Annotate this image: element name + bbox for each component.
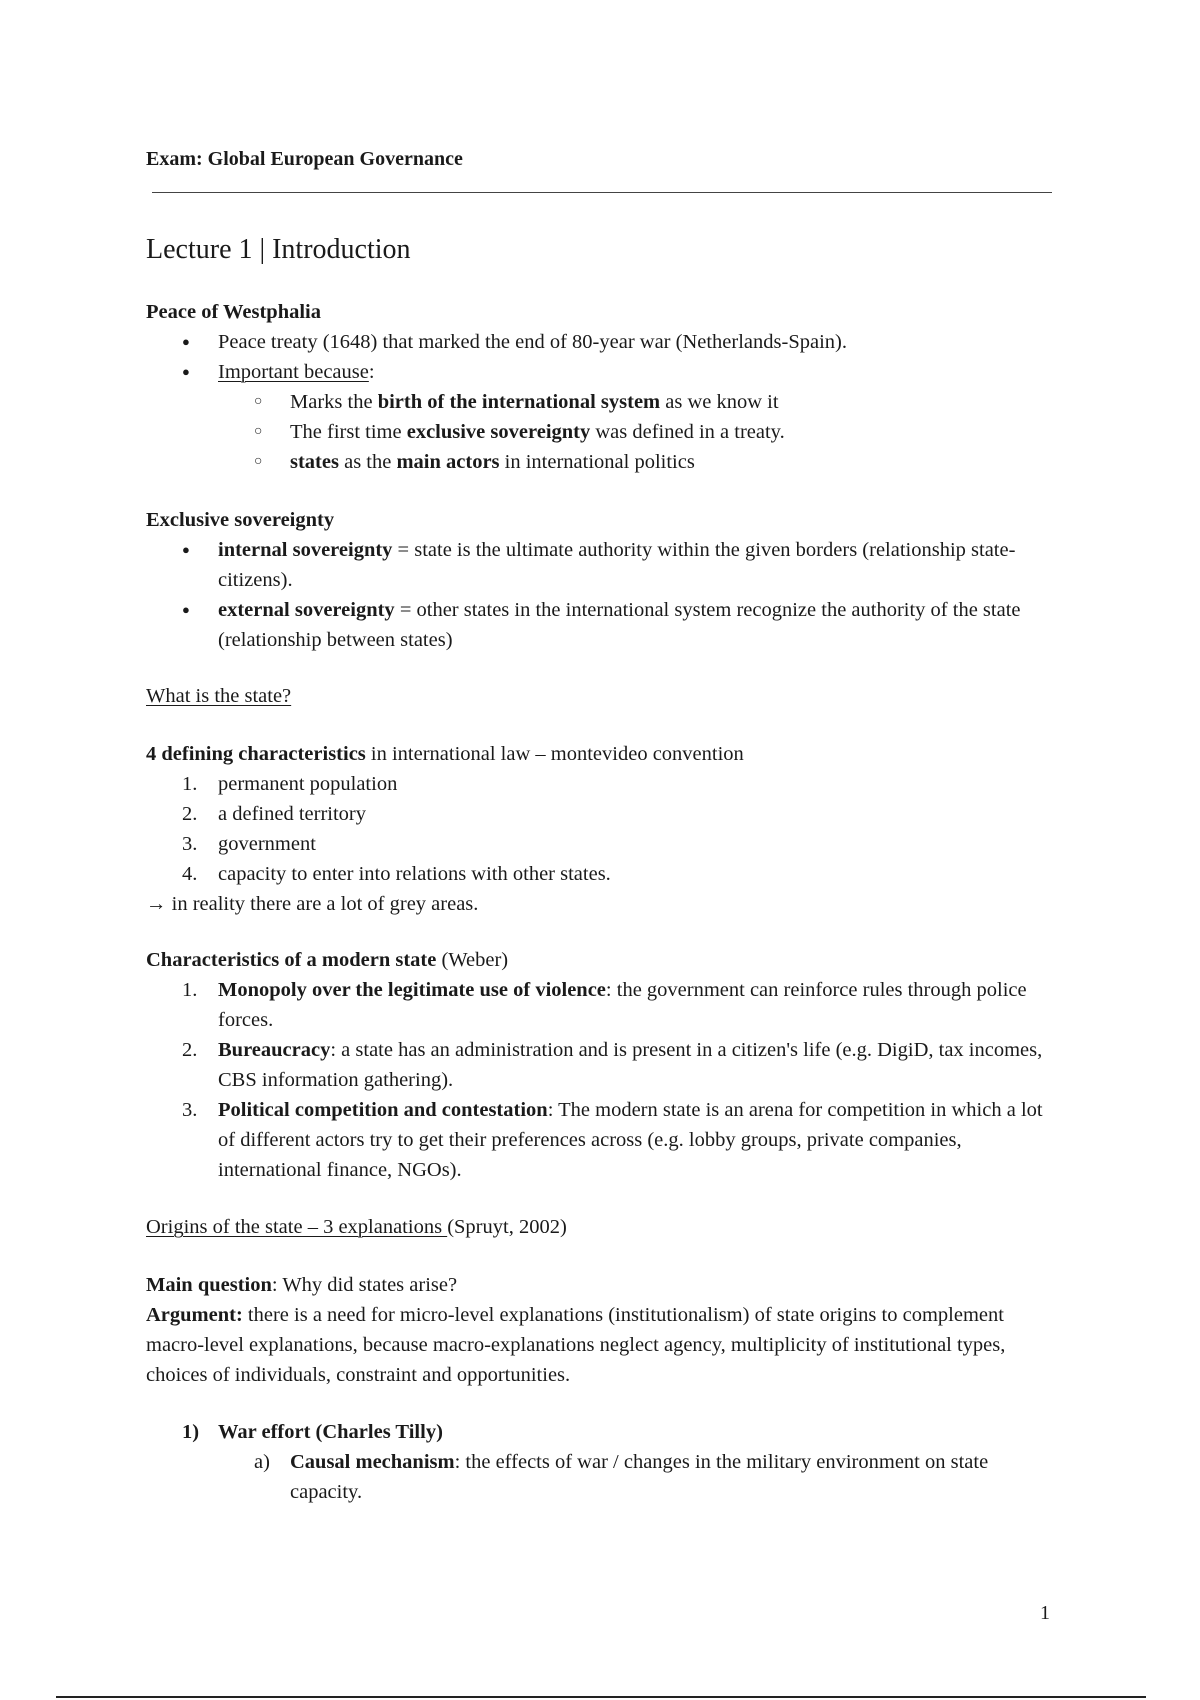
list-item: 2. a defined territory: [182, 803, 366, 825]
war-effort-section: [146, 1417, 1046, 1507]
list-item: ● external sovereignty = other states in the international system recognize the authority of the state (relationship between states): [146, 595, 1046, 655]
defining-section: [146, 739, 1046, 919]
sovereignty-heading: Exclusive sovereignty: [146, 509, 335, 531]
sovereignty-section: [146, 505, 1046, 655]
page-number: 1: [1040, 1602, 1050, 1624]
list-item: 1. permanent population: [182, 773, 398, 795]
main-question: Main question: Why did states arise?: [146, 1274, 458, 1296]
modern-state-section: [146, 945, 1046, 1185]
header-divider: [152, 192, 1052, 193]
modern-state-heading: Characteristics of a modern state (Weber): [146, 949, 509, 971]
bullet-text: Peace treaty (1648) that marked the end of 80-year war (Netherlands-Spain).: [218, 331, 847, 353]
important-because-label: Important because: [218, 361, 369, 383]
footer-divider: [56, 1696, 1146, 1698]
list-item: 3. government: [182, 833, 316, 855]
sub-list-item: ○ states as the main actors in international politics: [146, 447, 1046, 477]
sub-list-item: a) Causal mechanism: the effects of war / changes in the military environment on state capacity.: [254, 1451, 989, 1503]
westphalia-section: [146, 297, 1046, 477]
document-header-title: Exam: Global European Governance: [146, 148, 463, 170]
origins-heading: Origins of the state – 3 explanations (Spruyt, 2002): [146, 1216, 567, 1238]
origins-heading-block: [146, 1212, 1046, 1242]
defining-heading: 4 defining characteristics in international law – montevideo convention: [146, 743, 744, 765]
grey-areas-note: → in reality there are a lot of grey areas.: [146, 893, 479, 915]
list-item: 2. Bureaucracy: a state has an administration and is present in a citizen's life (e.g. DigiD, tax incomes, CBS information gathering).: [182, 1039, 1043, 1091]
list-item: ● internal sovereignty = state is the ultimate authority within the given borders (relationship state-citizens).: [146, 535, 1046, 595]
war-effort-heading: 1) War effort (Charles Tilly): [182, 1421, 443, 1443]
list-item: 1. Monopoly over the legitimate use of violence: the government can reinforce rules through police forces.: [182, 979, 1027, 1031]
list-item: 4. capacity to enter into relations with other states.: [182, 863, 611, 885]
lecture-title: Lecture 1 | Introduction: [146, 234, 411, 265]
list-item: 3. Political competition and contestation: The modern state is an arena for competition in which a lot of different actors try to get their preferences across (e.g. lobby groups, private companies, international finance, NGOs).: [182, 1099, 1043, 1181]
list-item: ● Important because:: [146, 357, 1046, 387]
state-question: What is the state?: [146, 685, 292, 707]
westphalia-heading: Peace of Westphalia: [146, 301, 321, 323]
state-question-section: [146, 681, 1046, 711]
origins-section: [146, 1270, 1046, 1390]
sub-list-item: ○ The first time exclusive sovereignty was defined in a treaty.: [146, 417, 1046, 447]
argument: Argument: there is a need for micro-level explanations (institutionalism) of state origins to complement macro-level explanations, because macro-explanations neglect agency, multiplicity of institutional types, choices of individuals, constraint and opportunities.: [146, 1304, 1006, 1386]
list-item: [146, 327, 1046, 357]
sub-list-item: ○ Marks the birth of the international system as we know it: [146, 387, 1046, 417]
